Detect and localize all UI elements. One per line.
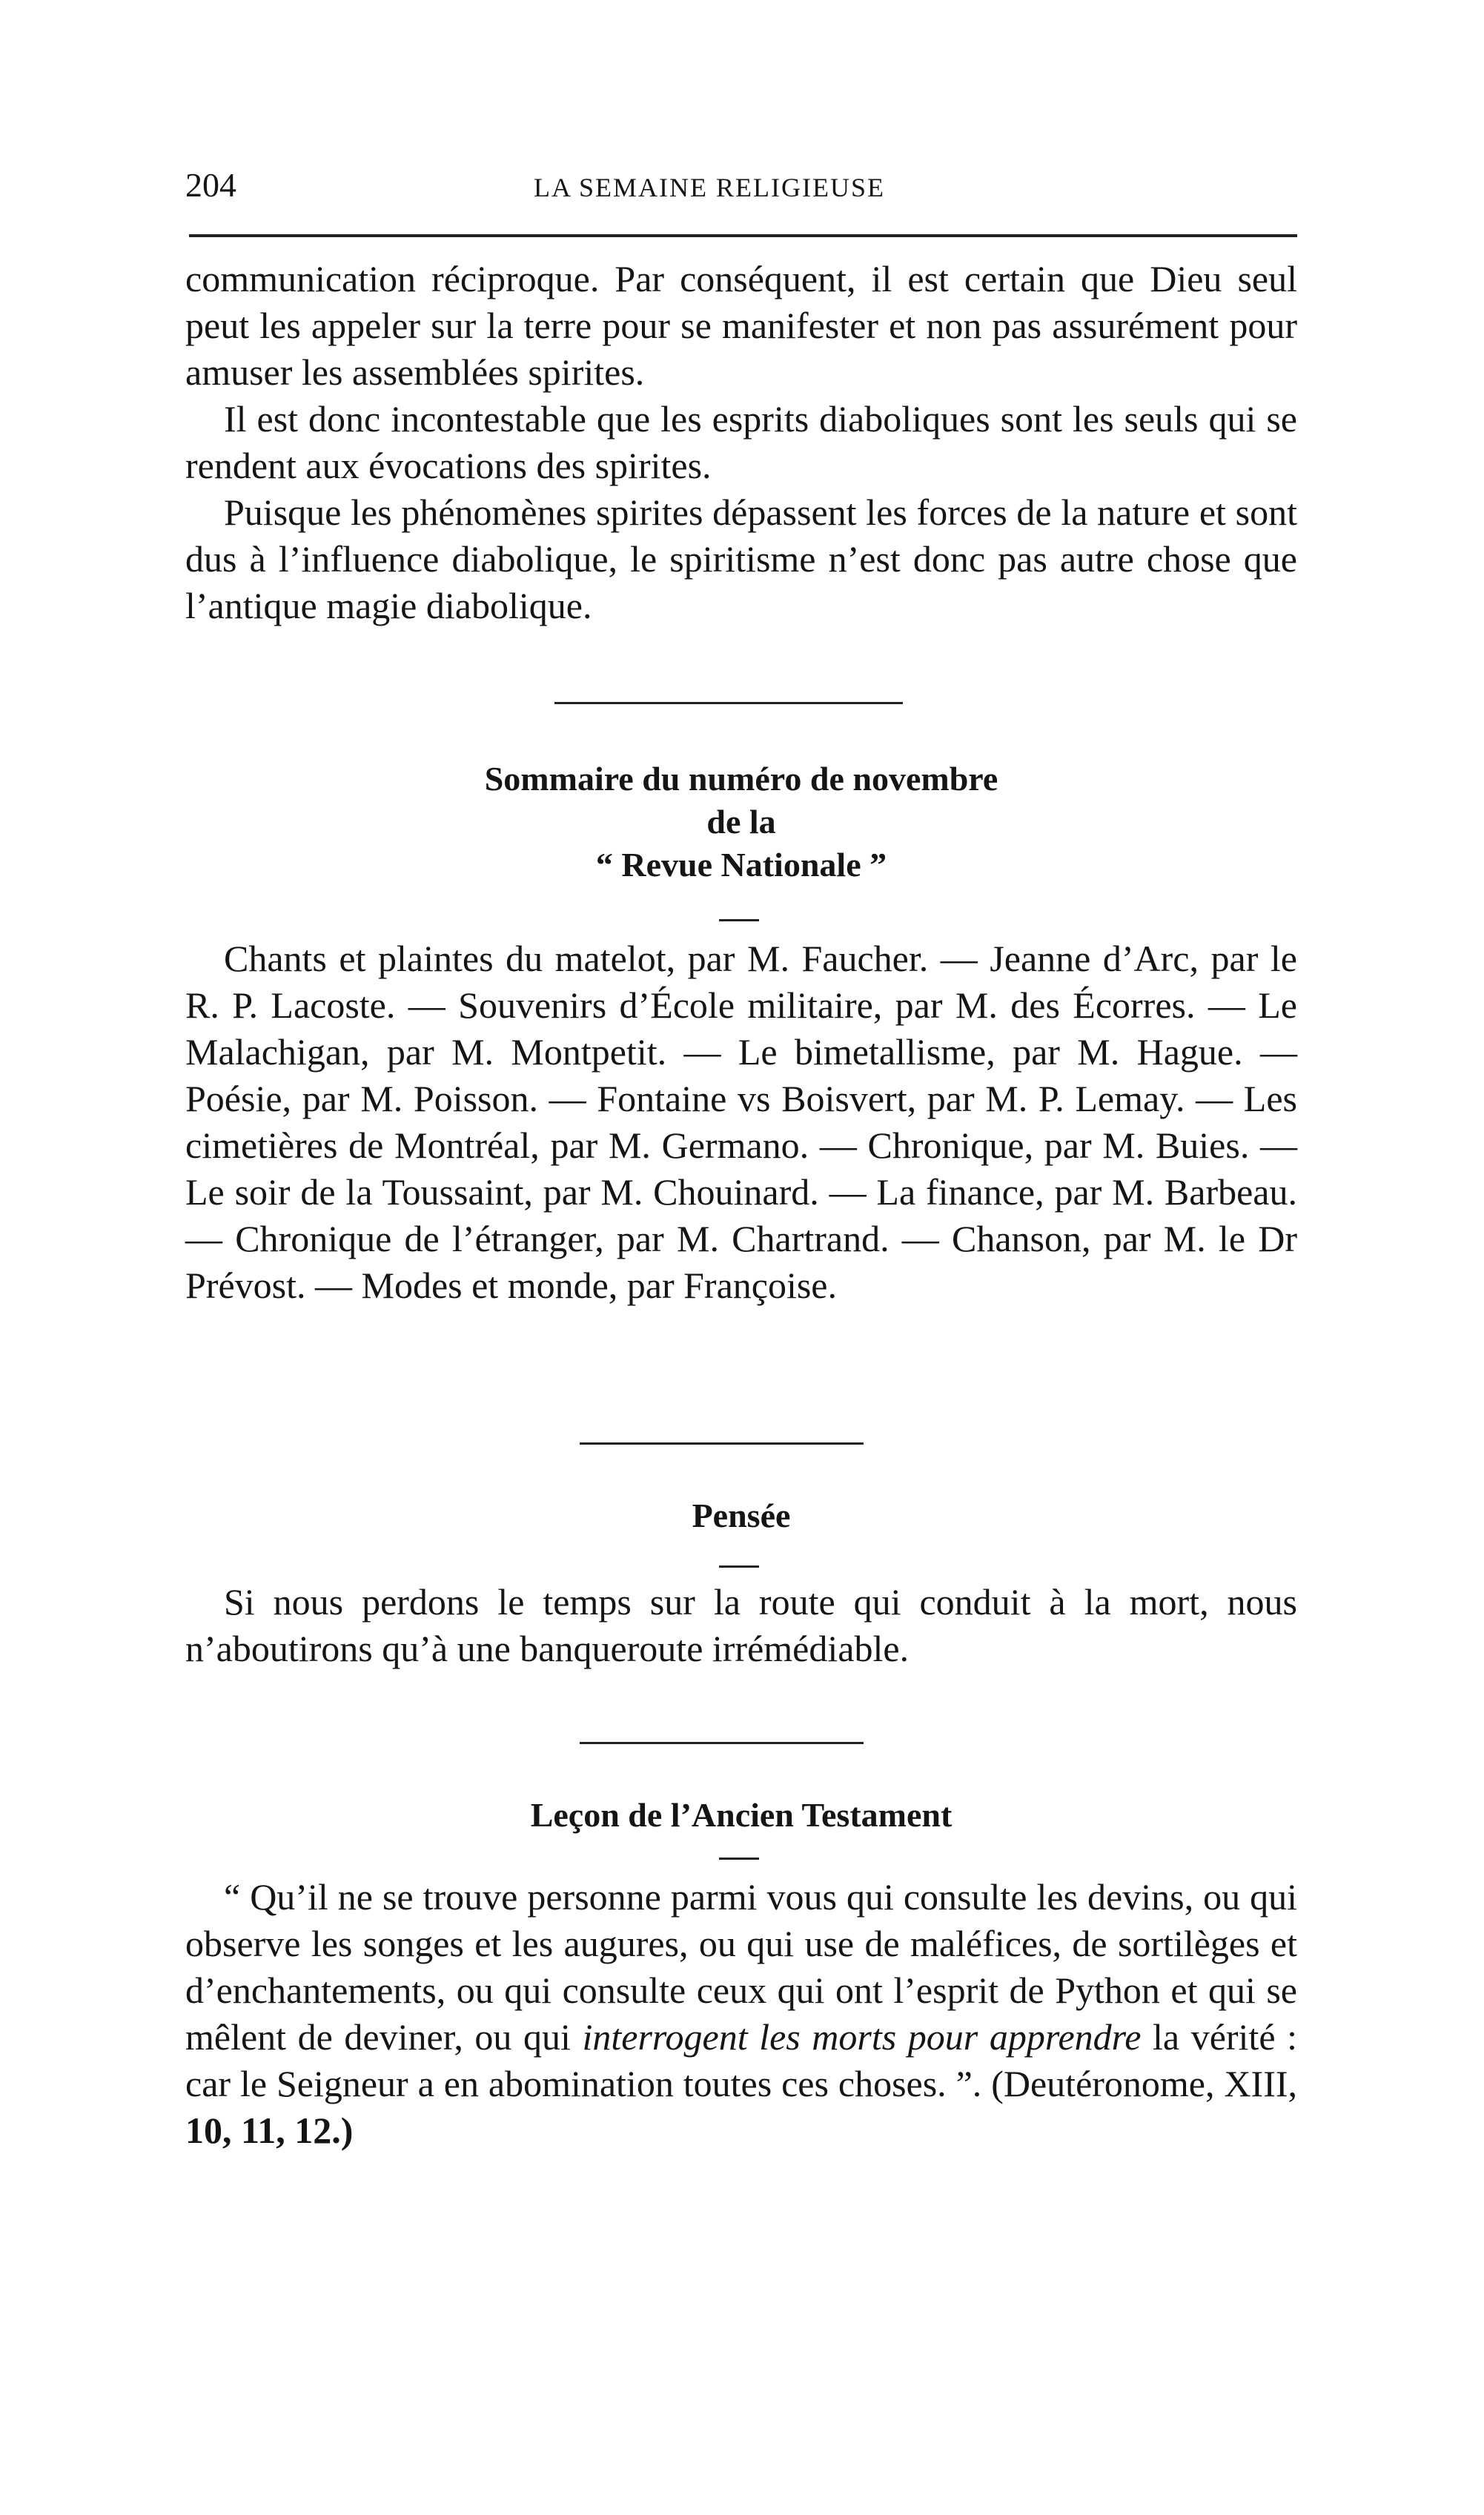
lecon-body-italic: interrogent les morts pour apprendre	[582, 2016, 1142, 2058]
lecon-body	[185, 1874, 1297, 2154]
lecon-heading: Leçon de l’Ancien Testament	[530, 1796, 953, 1834]
heading-dash	[719, 1565, 759, 1568]
opening-paragraph-3: Puisque les phénomènes spirites dépassent les forces de la nature et sont dus à l’influence diabolique, le spiritisme n’est donc pas autre chose que l’antique magie diabolique.	[185, 491, 1297, 626]
sommaire-heading-line-2: de la	[706, 803, 776, 841]
lecon-citation-verses: 10, 11, 12.)	[185, 2110, 354, 2151]
sommaire-body: Chants et plaintes du matelot, par M. Faucher. — Jeanne d’Arc, par le R. P. Lacoste. — Souvenirs d’École militaire, par M. des Écorres. — Le Malachigan, par M. Montpetit. — Le bimetallisme, par M. Hague. — Poésie, par M. Poisson. — Fontaine vs Boisvert, par M. P. Lemay. — Les cimetières de Montréal, par M. Germano. — Chronique, par M. Buies. — Le soir de la Toussaint, par M. Chouinard. — La finance, par M. Barbeau. — Chronique de l’étranger, par M. Chartrand. — Chanson, par M. le Dr Prévost. — Modes et monde, par Françoise.	[185, 938, 1297, 1306]
lecon-body-end: la vérité : car le Seigneur a en abomination toutes ces choses. ”. (Deutéronome, XIII,	[185, 2016, 1297, 2104]
running-head	[185, 165, 1297, 209]
lecon-body-start: “ Qu’il ne se trouve personne parmi vous qui consulte les devins, ou qui observe les songes et les augures, ou qui use de maléfices, de sortilèges et d’enchantements, ou qui consulte ceux qui ont l’esprit de Python et qui se mêlent de deviner, ou qui	[185, 1876, 1297, 2058]
opening-text	[185, 256, 1297, 629]
pensee-heading: Pensée	[692, 1497, 791, 1534]
section-divider	[554, 702, 903, 704]
lecon-text	[185, 1874, 1297, 2154]
sommaire-heading-line-1: Sommaire du numéro de novembre	[484, 760, 998, 798]
section-divider	[580, 1742, 864, 1744]
journal-title: LA SEMAINE RELIGIEUSE	[534, 173, 885, 202]
opening-paragraph-2: Il est donc incontestable que les esprits diaboliques sont les seuls qui se rendent aux évocations des spirites.	[185, 398, 1297, 486]
sommaire-heading-line-3: “ Revue Nationale ”	[595, 846, 887, 884]
page-number: 204	[185, 166, 236, 204]
header-rule	[189, 234, 1297, 237]
heading-dash	[719, 1858, 759, 1860]
pensee-text	[185, 1579, 1297, 1672]
section-divider	[580, 1442, 864, 1445]
pensee-body: Si nous perdons le temps sur la route qui conduit à la mort, nous n’aboutirons qu’à une banqueroute irrémédiable.	[185, 1581, 1297, 1669]
opening-paragraph-1: communication réciproque. Par conséquent, il est certain que Dieu seul peut les appeler sur la terre pour se manifester et non pas assurément pour amuser les assemblées spirites.	[185, 258, 1297, 393]
sommaire-text	[185, 935, 1297, 1309]
heading-dash	[719, 919, 759, 921]
